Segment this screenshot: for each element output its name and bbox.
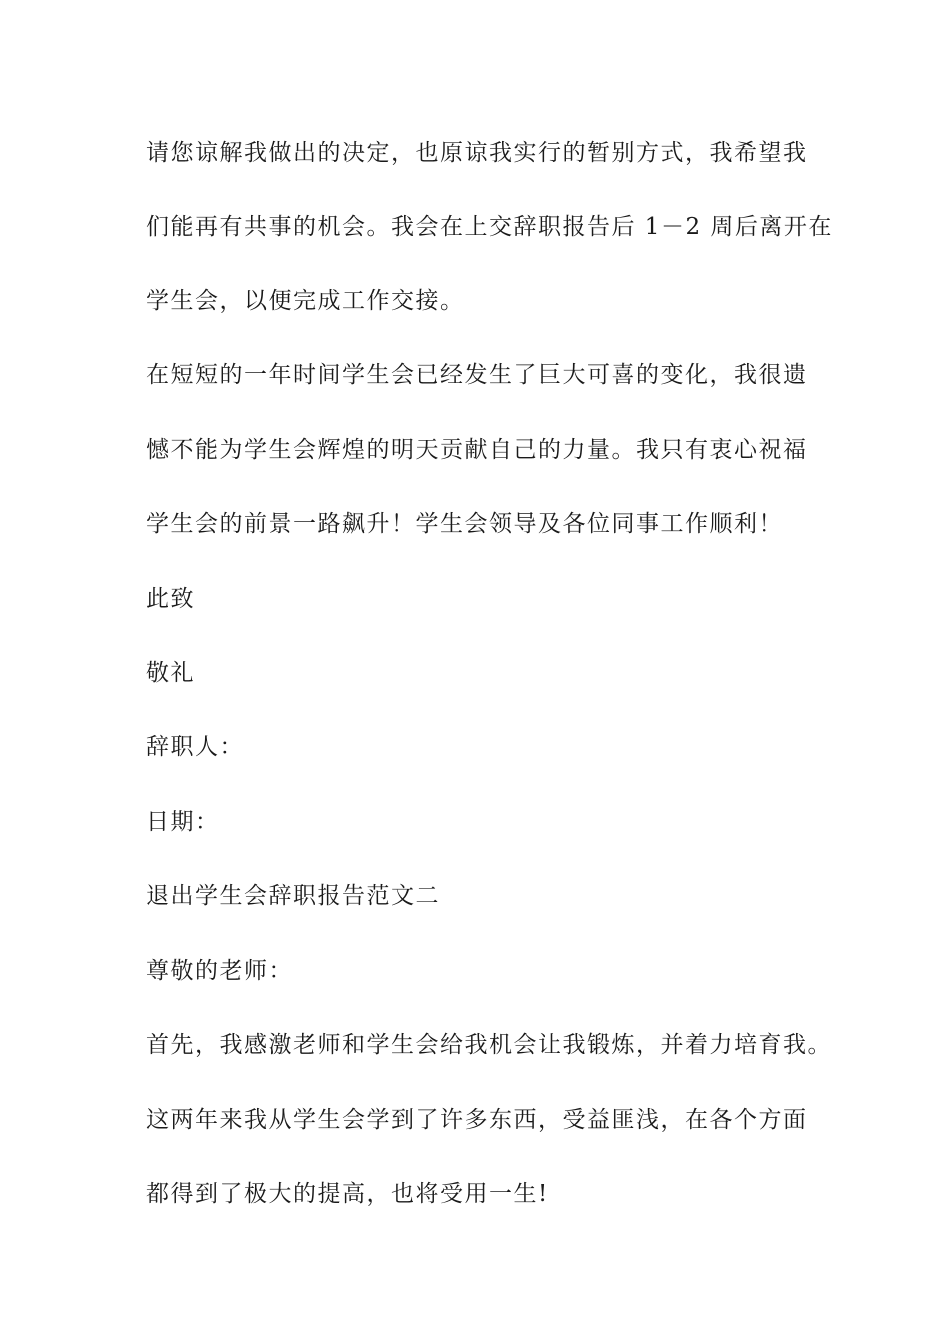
paragraph-line: 首先，我感激老师和学生会给我机会让我锻炼，并着力培育我。 bbox=[146, 1032, 832, 1058]
closing-line: 此致 bbox=[146, 586, 195, 612]
paragraph-line: 们能再有共事的机会。我会在上交辞职报告后 1－2 周后离开在 bbox=[146, 214, 833, 240]
paragraph-line: 这两年来我从学生会学到了许多东西，受益匪浅，在各个方面 bbox=[146, 1107, 808, 1133]
paragraph-line: 在短短的一年时间学生会已经发生了巨大可喜的变化，我很遗 bbox=[146, 362, 808, 388]
salutation: 尊敬的老师： bbox=[146, 958, 293, 984]
section-title: 退出学生会辞职报告范文二 bbox=[146, 883, 440, 909]
paragraph-line: 都得到了极大的提高，也将受用一生! bbox=[146, 1181, 549, 1207]
paragraph-line: 学生会，以便完成工作交接。 bbox=[146, 288, 465, 314]
paragraph-line: 憾不能为学生会辉煌的明天贡献自己的力量。我只有衷心祝福 bbox=[146, 437, 808, 463]
paragraph-line: 学生会的前景一路飙升！学生会领导及各位同事工作顺利！ bbox=[146, 511, 783, 537]
closing-line: 敬礼 bbox=[146, 660, 195, 686]
signature-label: 辞职人： bbox=[146, 734, 244, 760]
paragraph-line: 请您谅解我做出的决定，也原谅我实行的暂别方式，我希望我 bbox=[146, 140, 808, 166]
date-label: 日期： bbox=[146, 809, 220, 835]
